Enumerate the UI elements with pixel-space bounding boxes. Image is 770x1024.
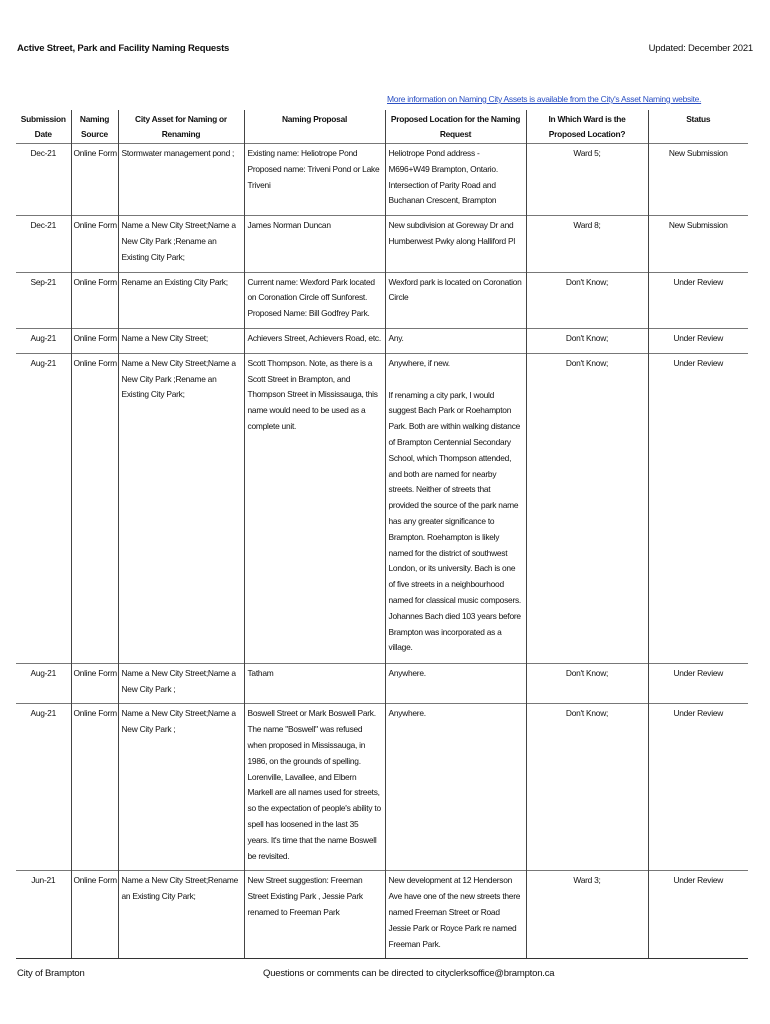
col-header-source: Naming Source [71, 110, 118, 144]
cell-asset: Name a New City Street; [118, 328, 244, 353]
cell-asset: Name a New City Street;Name a New City Park ;Rename an Existing City Park; [118, 353, 244, 663]
cell-status: Under Review [648, 272, 748, 328]
page-title: Active Street, Park and Facility Naming Requests [17, 43, 230, 54]
cell-source: Online Form [71, 663, 118, 704]
cell-ward: Ward 5; [526, 144, 648, 216]
location-text: New development at 12 Henderson Ave have one of the new streets there named Freeman Street or Road [388, 875, 521, 917]
table-row [16, 144, 748, 216]
cell-source: Online Form [71, 216, 118, 272]
cell-location [385, 144, 526, 216]
cell-date: Aug-21 [16, 704, 71, 871]
table-row [16, 704, 748, 871]
cell-source: Online Form [71, 144, 118, 216]
col-header-asset: City Asset for Naming or Renaming [118, 110, 244, 144]
cell-date: Aug-21 [16, 663, 71, 704]
cell-proposal: Existing name: Heliotrope Pond Proposed name: Triveni Pond or Lake Triveni [244, 144, 385, 216]
cell-ward: Ward 3; [526, 871, 648, 959]
table-row [16, 353, 748, 663]
cell-location [385, 216, 526, 272]
table-row [16, 328, 748, 353]
cell-proposal: James Norman Duncan [244, 216, 385, 272]
location-extra-text: If renaming a city park, I would suggest Bach Park or Roehampton Park. Both are within walking distance of Brampton Centennial Secondary School, which Thompson attended, and both are named for nearby streets. Neither of streets that provided the source of the park name has any greater significance to Brampton. Roehampton is likely named for the district of southwest London, or its university. Bach is one of five streets in a neighbourhood named for classical music composers. Johannes Bach died 103 years before Brampton was incorporated as a village. [388, 389, 521, 653]
cell-date: Dec-21 [16, 144, 71, 216]
cell-ward: Don't Know; [526, 704, 648, 871]
table-row [16, 272, 748, 328]
location-text: Wexford park is located on Coronation Circle [388, 276, 522, 303]
col-header-proposal: Naming Proposal [244, 110, 385, 144]
cell-status: Under Review [648, 663, 748, 704]
location-extra-text: Jessie Park or Royce Park re named Freeman Park. [388, 922, 517, 949]
cell-proposal: Achievers Street, Achievers Road, etc. [244, 328, 385, 353]
updated-date: Updated: December 2021 [648, 43, 753, 54]
cell-asset: Stormwater management pond ; [118, 144, 244, 216]
cell-location [385, 704, 526, 871]
cell-date: Aug-21 [16, 353, 71, 663]
cell-date: Jun-21 [16, 871, 71, 959]
cell-proposal: New Street suggestion: Freeman Street Existing Park , Jessie Park renamed to Freeman Park [244, 871, 385, 959]
footer-contact: Questions or comments can be directed to cityclerksoffice@brampton.ca [263, 968, 555, 979]
cell-location [385, 353, 526, 663]
cell-asset: Name a New City Street;Name a New City Park ; [118, 704, 244, 871]
cell-asset: Rename an Existing City Park; [118, 272, 244, 328]
cell-proposal: Current name: Wexford Park located on Coronation Circle off Sunforest. Proposed Name: Bill Godfrey Park. [244, 272, 385, 328]
cell-location [385, 328, 526, 353]
cell-status: Under Review [648, 871, 748, 959]
cell-ward: Don't Know; [526, 272, 648, 328]
cell-source: Online Form [71, 272, 118, 328]
table-row [16, 216, 748, 272]
cell-asset: Name a New City Street;Name a New City Park ; [118, 663, 244, 704]
cell-source: Online Form [71, 353, 118, 663]
cell-source: Online Form [71, 871, 118, 959]
location-text: Heliotrope Pond address - M696+W49 Brampton, Ontario. Intersection of Parity Road and Buchanan Crescent, Brampton [388, 148, 498, 206]
cell-status: New Submission [648, 216, 748, 272]
paragraph-gap [389, 372, 523, 388]
cell-location [385, 663, 526, 704]
location-text: Any. [388, 332, 404, 343]
cell-status: New Submission [648, 144, 748, 216]
cell-proposal: Boswell Street or Mark Boswell Park. The name "Boswell" was refused when proposed in Mississauga, in 1986, on the grounds of spelling. Lorenville, Lavallee, and Elbern Markell are all names used for streets, so the expectation of people's ability to spell has loosened in the last 35 years. It's time that the name Boswell be revisited. [244, 704, 385, 871]
cell-status: Under Review [648, 328, 748, 353]
table-header-row [16, 110, 748, 144]
col-header-ward: In Which Ward is the Proposed Location? [526, 110, 648, 144]
location-text: New subdivision at Goreway Dr and Humberwest Pwky along Halliford Pl [388, 220, 515, 246]
cell-status: Under Review [648, 353, 748, 663]
cell-ward: Ward 8; [526, 216, 648, 272]
cell-date: Aug-21 [16, 328, 71, 353]
cell-source: Online Form [71, 328, 118, 353]
cell-status: Under Review [648, 704, 748, 871]
cell-proposal: Scott Thompson. Note, as there is a Scott Street in Brampton, and Thompson Street in Mississauga, this name would need to be used as a complete unit. [244, 353, 385, 663]
location-text: Anywhere. [388, 667, 426, 678]
location-text: Anywhere. [388, 708, 426, 719]
location-text: Anywhere, if new. [388, 357, 450, 368]
cell-location [385, 272, 526, 328]
cell-ward: Don't Know; [526, 328, 648, 353]
cell-ward: Don't Know; [526, 663, 648, 704]
cell-source: Online Form [71, 704, 118, 871]
table-row [16, 663, 748, 704]
table-row [16, 871, 748, 959]
col-header-status: Status [648, 110, 748, 144]
col-header-date: Submission Date [20, 114, 66, 139]
cell-location [385, 871, 526, 959]
naming-requests-table [16, 110, 748, 959]
cell-proposal: Tatham [244, 663, 385, 704]
cell-date: Dec-21 [16, 216, 71, 272]
col-header-location: Proposed Location for the Naming Request [385, 110, 526, 144]
footer-organization: City of Brampton [17, 968, 85, 979]
cell-asset: Name a New City Street;Name a New City Park ;Rename an Existing City Park; [118, 216, 244, 272]
cell-asset: Name a New City Street;Rename an Existing City Park; [118, 871, 244, 959]
asset-naming-link[interactable]: More information on Naming City Assets is available from the City's Asset Naming website. [387, 94, 702, 104]
cell-date: Sep-21 [16, 272, 71, 328]
cell-ward: Don't Know; [526, 353, 648, 663]
